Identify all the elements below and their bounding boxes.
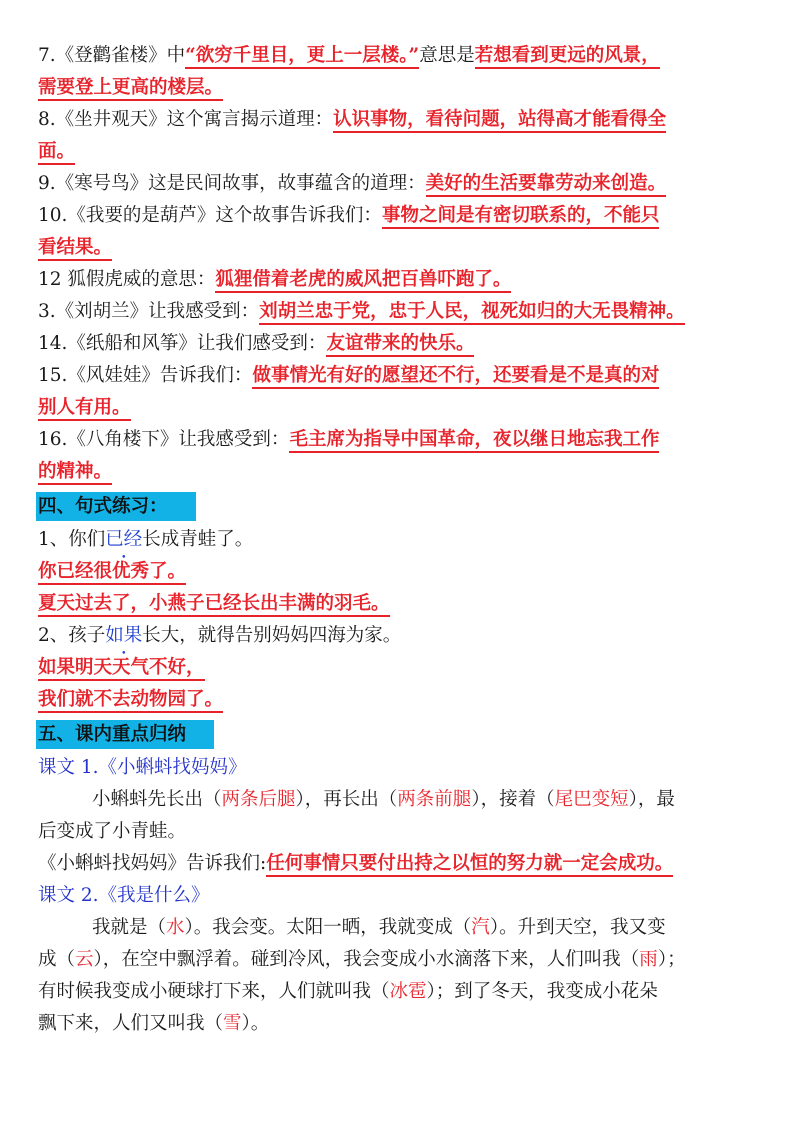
text-line <box>38 556 764 588</box>
prompt-text: 8.《坐井观天》这个寓言揭示道理： <box>38 109 334 130</box>
text-line <box>38 296 764 328</box>
answer-text: “欲穷千里目，更上一层楼。” <box>185 45 419 69</box>
text-line <box>38 1008 764 1040</box>
prompt-text: ）；到了冬天，我变成小花朵 <box>426 981 658 1002</box>
answer-item-16 <box>38 424 764 488</box>
answer-text: 任何事情只要付出持之以恒的努力就一定会成功。 <box>266 853 673 877</box>
prompt-text: ）。升到天空，我又变 <box>489 917 666 938</box>
text-line <box>38 200 764 232</box>
prompt-text: 16.《八角楼下》让我感受到： <box>38 429 290 450</box>
text-line <box>38 944 764 976</box>
section-4 <box>38 488 764 716</box>
prompt-text: 12 狐假虎威的意思： <box>38 269 216 290</box>
emphasized-word: 已经 <box>105 529 143 550</box>
answer-item-7 <box>38 40 764 104</box>
text-line <box>38 684 764 716</box>
section-5 <box>38 716 764 1040</box>
prompt-text: 10.《我要的是葫芦》这个故事告诉我们： <box>38 205 382 226</box>
answer-text: 你已经很优秀了。 <box>38 561 186 585</box>
prompt-text: 3.《刘胡兰》让我感受到： <box>38 301 260 322</box>
text-line <box>38 652 764 684</box>
answer-text: 别人有用。 <box>38 397 131 421</box>
prompt-text: 15.《风娃娃》告诉我们： <box>38 365 253 386</box>
sentence-practice <box>38 524 764 716</box>
prompt-text: 我就是（ <box>92 917 167 938</box>
answer-item-3 <box>38 296 764 328</box>
text-line <box>38 40 764 72</box>
text-line <box>38 72 764 104</box>
text-line <box>38 264 764 296</box>
prompt-text: 1、你们 <box>38 529 106 550</box>
answer-text: 汽 <box>471 917 490 938</box>
lesson-1-summary <box>38 848 764 880</box>
answer-item-10 <box>38 200 764 264</box>
prompt-text: 小蝌蚪先长出（ <box>92 789 222 810</box>
text-line <box>38 168 764 200</box>
answer-text: 事物之间是有密切联系的，不能只 <box>382 205 660 229</box>
text-line <box>38 136 764 168</box>
answer-text: 面。 <box>38 141 75 165</box>
text-line <box>38 784 764 816</box>
answer-text: 若想看到更远的风景， <box>475 45 660 69</box>
prompt-text: ）。我会变。太阳一晒，我就变成（ <box>184 917 472 938</box>
prompt-text: ），在空中飘浮着。碰到冷风，我会变成小水滴落下来，人们叫我（ <box>93 949 640 970</box>
answer-text: 友谊带来的快乐。 <box>326 333 474 357</box>
text-line <box>38 524 764 556</box>
prompt-text: ）； <box>657 949 686 970</box>
prompt-text: 长成青蛙了。 <box>142 529 254 550</box>
answer-text: 毛主席为指导中国革命，夜以继日地忘我工作 <box>289 429 659 453</box>
prompt-text: 《小蝌蚪找妈妈》告诉我们: <box>38 853 267 874</box>
text-line <box>38 104 764 136</box>
answer-list <box>38 40 764 488</box>
answer-item-8 <box>38 104 764 168</box>
lesson-2-paragraph <box>38 912 764 1040</box>
section-5-heading: 五、课内重点归纳 <box>36 720 214 749</box>
lesson-1-paragraph <box>38 784 764 848</box>
text-line <box>38 232 764 264</box>
text-line <box>38 456 764 488</box>
answer-text: 夏天过去了，小燕子已经长出丰满的羽毛。 <box>38 593 390 617</box>
prompt-text: 飘下来，人们又叫我（ <box>38 1013 224 1034</box>
prompt-text: 成（ <box>38 949 76 970</box>
answer-item-14 <box>38 328 764 360</box>
answer-text: 需要登上更高的楼层。 <box>38 77 223 101</box>
lesson-2-title: 课文 2.《我是什么》 <box>38 885 210 906</box>
prompt-text: ），最 <box>628 789 675 810</box>
prompt-text: 2、孩子 <box>38 625 106 646</box>
section-4-heading: 四、句式练习： <box>36 492 196 521</box>
prompt-text: 9.《寒号鸟》这是民间故事，故事蕴含的道理： <box>38 173 426 194</box>
prompt-text: ），接着（ <box>471 789 555 810</box>
prompt-text: 长大，就得告别妈妈四海为家。 <box>142 625 402 646</box>
emphasized-word: 如果 <box>105 625 143 646</box>
answer-item-12 <box>38 264 764 296</box>
answer-text: 美好的生活要靠劳动来创造。 <box>426 173 667 197</box>
text-line <box>38 328 764 360</box>
text-line <box>38 976 764 1008</box>
answer-text: 的精神。 <box>38 461 112 485</box>
lesson-1-title: 课文 1.《小蝌蚪找妈妈》 <box>38 757 247 778</box>
prompt-text: 意思是 <box>419 45 475 66</box>
text-line <box>38 912 764 944</box>
answer-text: 认识事物，看待问题，站得高才能看得全 <box>333 109 666 133</box>
answer-item-15 <box>38 360 764 424</box>
text-line <box>38 360 764 392</box>
answer-text: 云 <box>75 949 94 970</box>
prompt-text: 有时候我变成小硬球打下来，人们就叫我（ <box>38 981 390 1002</box>
answer-text: 冰雹 <box>389 981 427 1002</box>
prompt-text: 7.《登鹳雀楼》中 <box>38 45 186 66</box>
answer-text: 两条后腿 <box>221 789 296 810</box>
answer-text: 如果明天天气不好， <box>38 657 205 681</box>
answer-text: 尾巴变短 <box>554 789 629 810</box>
text-line <box>38 392 764 424</box>
prompt-text: 14.《纸船和风筝》让我们感受到： <box>38 333 327 354</box>
text-line <box>38 816 764 848</box>
answer-item-9 <box>38 168 764 200</box>
text-line <box>38 588 764 620</box>
answer-text: 刘胡兰忠于党，忠于人民，视死如归的大无畏精神。 <box>259 301 685 325</box>
answer-text: 雪 <box>223 1013 242 1034</box>
document-page <box>38 40 764 1040</box>
prompt-text: ），再长出（ <box>295 789 398 810</box>
answer-text: 雨 <box>639 949 658 970</box>
answer-text: 狐狸借着老虎的威风把百兽吓跑了。 <box>215 269 511 293</box>
text-line <box>38 620 764 652</box>
prompt-text: ）。 <box>241 1013 270 1034</box>
answer-text: 做事情光有好的愿望还不行，还要看是不是真的对 <box>252 365 659 389</box>
text-line <box>38 424 764 456</box>
answer-text: 我们就不去动物园了。 <box>38 689 223 713</box>
answer-text: 两条前腿 <box>397 789 472 810</box>
prompt-text: 后变成了小青蛙。 <box>38 821 187 842</box>
answer-text: 看结果。 <box>38 237 112 261</box>
answer-text: 水 <box>166 917 185 938</box>
